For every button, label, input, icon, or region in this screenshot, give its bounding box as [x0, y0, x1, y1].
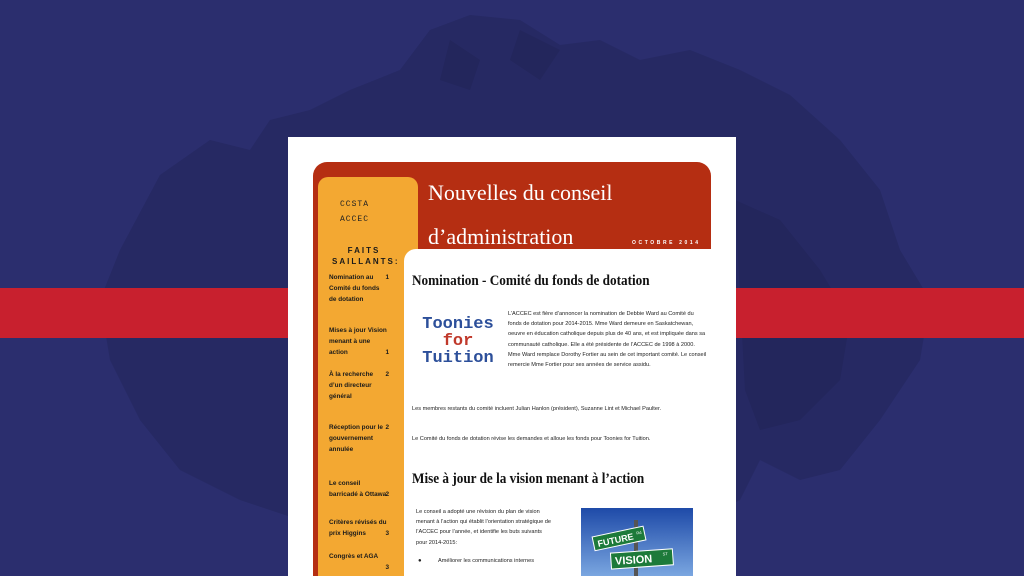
svg-text:VISION: VISION [614, 553, 653, 568]
article1-para3: Le Comité du fonds de dotation révise les demandes et alloue les fonds pour Toonies for Tuition. [412, 436, 651, 442]
toc-item[interactable]: Critères révisés du prix Higgins 3 [329, 519, 389, 537]
org-acronyms [340, 197, 369, 227]
title-line-1: Nouvelles du conseil [428, 180, 613, 205]
toc-item[interactable]: Le conseil barricadé à Ottawa 2 [329, 480, 389, 498]
article1-para1: L’ACCEC est fière d’annoncer la nomination de Debbie Ward au Comité du fonds de dotation pour 2014-2015. Mme Ward demeure en Saskatchewan, oeuvre en éducation catholique depuis plus de 40 ans, et est impliquée dans sa communauté catholique. Elle a été présidente de l’ACCEC de 1998 à 2000. Mme Ward remplace Dorothy Fortier au sein de cet important comité. Le conseil remercie Mme Fortier pour ses années de service assidu. [508, 311, 707, 369]
svg-text:Rd: Rd [635, 529, 642, 536]
toc-item[interactable]: Nomination au Comité du fonds de dotation 1 [329, 274, 389, 303]
highlights-heading: FAITS SAILLANTS: [332, 246, 400, 266]
article2-heading: Mise à jour de la vision menant à l’action [412, 471, 645, 487]
article1-heading: Nomination - Comité du fonds de dotation [412, 273, 650, 289]
svg-text:ST: ST [662, 551, 668, 557]
toonies-logo: Toonies for Tuition [422, 315, 494, 368]
future-vision-sign-photo [581, 508, 693, 576]
svg-text:FUTURE: FUTURE [596, 531, 635, 549]
toc-item[interactable]: À la recherche d’un directeur général 2 [329, 371, 389, 400]
article2-para1: Le conseil a adopté une révision du plan de vision menant à l’action qui établit l’orientation stratégique de l’ACCEC pour l’année, et identifie les buts suivants pour 2014-2015: [416, 509, 551, 546]
toc-item[interactable]: Mises à jour Vision menant à une action 1 [329, 327, 389, 356]
title-line-2: d’administration [428, 224, 574, 249]
org-acronym-fr: ACCEC [340, 215, 370, 224]
toc-item[interactable]: Réception pour le gouvernement annulée 2 [329, 424, 389, 453]
bullet-dot: ● [418, 558, 422, 564]
newsletter-page [288, 137, 736, 576]
toc-item[interactable]: Congrès et AGA 3 [329, 553, 389, 571]
newsletter-date: OCTOBRE 2014 [632, 240, 701, 246]
article2-bullet1: Améliorer les communications internes [438, 558, 535, 564]
org-acronym-en: CCSTA [340, 200, 370, 209]
article1-para2: Les membres restants du comité incluent Julian Hanlon (président), Suzanne Lint et Michael Paulter. [412, 406, 662, 412]
